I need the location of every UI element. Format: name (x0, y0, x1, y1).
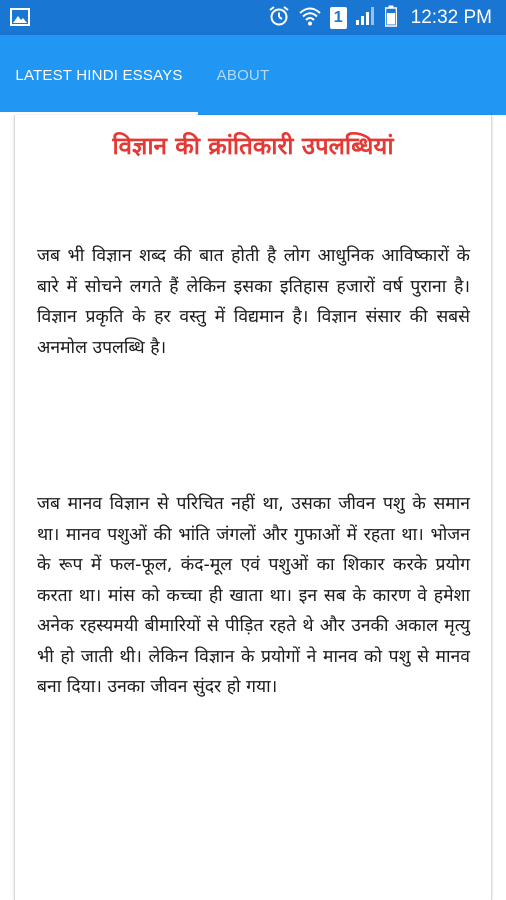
wifi-icon (298, 5, 322, 31)
alarm-icon (268, 5, 290, 31)
tab-about[interactable]: ABOUT (216, 66, 270, 84)
sim-badge: 1 (333, 8, 343, 26)
status-bar (0, 0, 506, 35)
essay-title: विज्ञान की क्रांतिकारी उपलब्धियां (112, 132, 394, 160)
app-bar (0, 35, 506, 115)
essay-paragraph: जब मानव विज्ञान से परिचित नहीं था, उसका जीवन पशु के समान था। मानव पशुओं की भांति जंगलों और गुफाओं में रहता था। भोजन के रूप में फल-फूल, कंद-मूल एवं पशुओं का शिकार करके प्रयोग करता था। मांस को कच्चा ही खाता था। इन सब के कारण वे हमेशा अनेक रहस्यमयी बीमारियों से पीड़ित रहते थे और उनकी अकाल मृत्यु भी हो जाती थी। लेकिन विज्ञान के प्रयोगों ने मानव को पशु से मानव बना दिया। उनका जीवन सुंदर हो गया। (37, 494, 470, 697)
battery-icon (385, 5, 397, 31)
sim-icon (330, 7, 347, 29)
essay-paragraph: जब भी विज्ञान शब्द की बात होती है लोग आधुनिक आविष्कारों के बारे में सोचने लगते हैं लेकिन इसका इतिहास हजारों वर्ष पुराना है। विज्ञान प्रकृति के हर वस्तु में विद्यमान है। विज्ञान संसार की सबसे अनमोल उपलब्धि है। (37, 246, 470, 358)
gallery-icon (10, 8, 30, 26)
status-icons (268, 0, 492, 35)
status-time: 12:32 PM (410, 6, 492, 28)
content-area[interactable] (0, 115, 506, 900)
tab-latest-hindi-essays[interactable]: LATEST HINDI ESSAYS (15, 66, 183, 84)
signal-icon (355, 6, 377, 30)
